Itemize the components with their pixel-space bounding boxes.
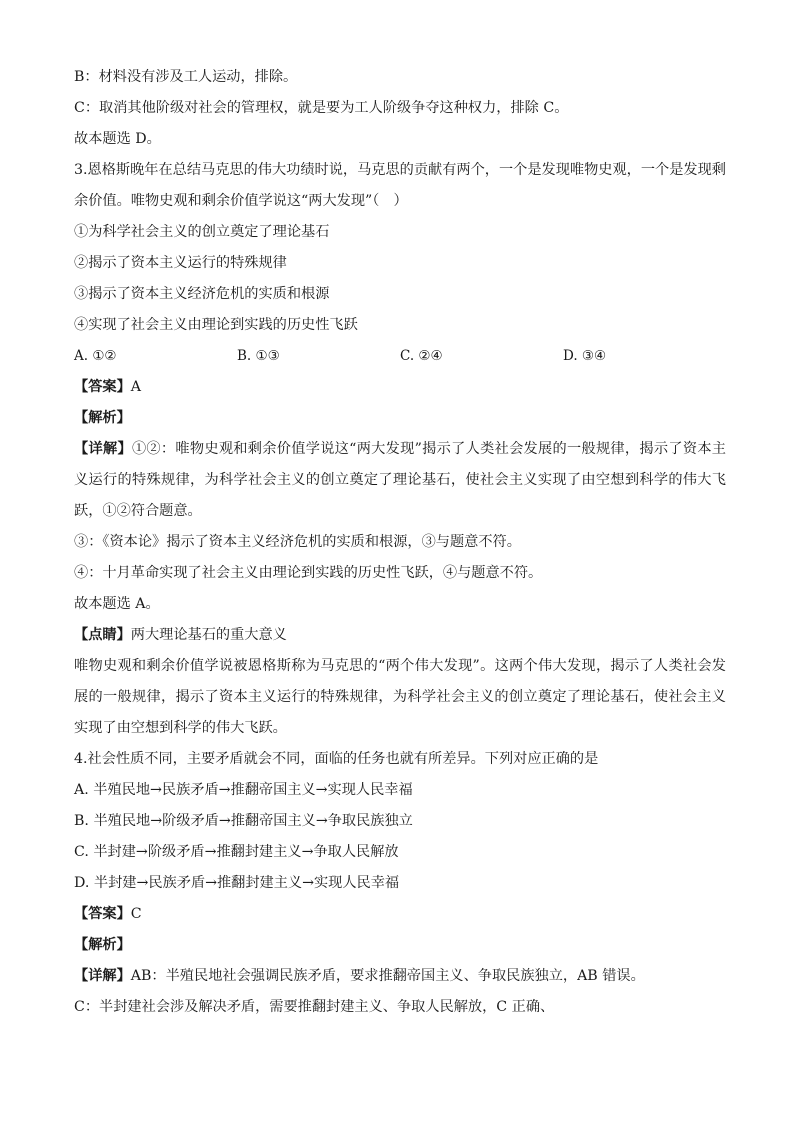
- prev-conclusion: 故本题选 D。: [74, 131, 161, 147]
- q3-stem: 3.恩格斯晚年在总结马克思的伟大功绩时说，马克思的贡献有两个，一个是发现唯物史观，一个是发现剩余价值。唯物史观和剩余价值学说这“两大发现”（ ）: [74, 162, 726, 209]
- q3-point-heading: [74, 620, 726, 651]
- q3-answer-tag: 【答案】: [74, 379, 131, 395]
- q3-detail-tag: 【详解】: [74, 441, 132, 457]
- q3-detail-3: ④：十月革命实现了社会主义由理论到实践的历史性飞跃，④与题意不符。: [74, 565, 543, 581]
- q3-statement-4: ④实现了社会主义由理论到实践的历史性飞跃: [74, 317, 358, 333]
- q3-answer-value: A: [130, 379, 142, 395]
- q3-conclusion: 故本题选 A。: [74, 596, 160, 612]
- q4-answer-value: C: [130, 906, 142, 922]
- q3-point-text: 唯物史观和剩余价值学说被恩格斯称为马克思的“两个伟大发现”。这两个伟大发现，揭示了人类社会发展的一般规律，揭示了资本主义运行的特殊规律，为科学社会主义的创立奠定了理论基石，使社会主义实现了由空想到科学的伟大飞跃。: [74, 658, 726, 736]
- q3-option-a: A. ①②: [74, 348, 117, 364]
- q3-analysis-heading: [74, 403, 726, 434]
- q3-statement-1: ①为科学社会主义的创立奠定了理论基石: [74, 224, 330, 240]
- q4-detail-2: C：半封建社会涉及解决矛盾，需要推翻封建主义、争取人民解放，C 正确、: [74, 999, 555, 1015]
- q3-option-c: C. ②④: [400, 348, 443, 364]
- q4-answer: [74, 899, 726, 930]
- q3-options: [74, 341, 726, 372]
- prev-option-c-explanation: C：取消其他阶级对社会的管理权，就是要为工人阶级争夺这种权力，排除 C。: [74, 100, 569, 116]
- q4-detail-1-text: AB：半殖民地社会强调民族矛盾，要求推翻帝国主义、争取民族独立，AB 错误。: [130, 968, 645, 984]
- prev-option-b-explanation: B：材料没有涉及工人运动，排除。: [74, 69, 298, 85]
- q4-detail-tag: 【详解】: [74, 968, 131, 984]
- q3-detail-2: ③：《资本论》揭示了资本主义经济危机的实质和根源，③与题意不符。: [74, 534, 521, 550]
- q3-statement-3: ③揭示了资本主义经济危机的实质和根源: [74, 286, 330, 302]
- document-page: [74, 62, 726, 1023]
- q4-analysis-heading: [74, 930, 726, 961]
- q4-stem: 4.社会性质不同，主要矛盾就会不同，面临的任务也就有所差异。下列对应正确的是: [74, 751, 599, 767]
- q4-option-a: A. 半殖民地→民族矛盾→推翻帝国主义→实现人民幸福: [74, 782, 413, 798]
- q3-option-d: D. ③④: [563, 348, 607, 364]
- q3-point-tag: 【点睛】: [74, 627, 131, 643]
- q4-detail-1: [74, 961, 726, 992]
- q3-answer: [74, 372, 726, 403]
- q4-analysis-tag: 【解析】: [74, 937, 131, 953]
- q3-point-title: 两大理论基石的重大意义: [130, 627, 287, 643]
- q3-detail-1: [74, 434, 726, 527]
- q4-answer-tag: 【答案】: [74, 906, 131, 922]
- q3-statement-2: ②揭示了资本主义运行的特殊规律: [74, 255, 287, 271]
- q4-option-b: B. 半殖民地→阶级矛盾→推翻帝国主义→争取民族独立: [74, 813, 413, 829]
- q4-option-d: D. 半封建→民族矛盾→推翻封建主义→实现人民幸福: [74, 875, 400, 891]
- q3-option-b: B. ①③: [237, 348, 280, 364]
- q4-option-c: C. 半封建→阶级矛盾→推翻封建主义→争取人民解放: [74, 844, 399, 860]
- q3-detail-1-text: ①②：唯物史观和剩余价值学说这“两大发现”揭示了人类社会发展的一般规律，揭示了资本主义运行的特殊规律，为科学社会主义的创立奠定了理论基石，使社会主义实现了由空想到科学的伟大飞跃，①②符合题意。: [74, 441, 726, 519]
- q3-analysis-tag: 【解析】: [74, 410, 131, 426]
